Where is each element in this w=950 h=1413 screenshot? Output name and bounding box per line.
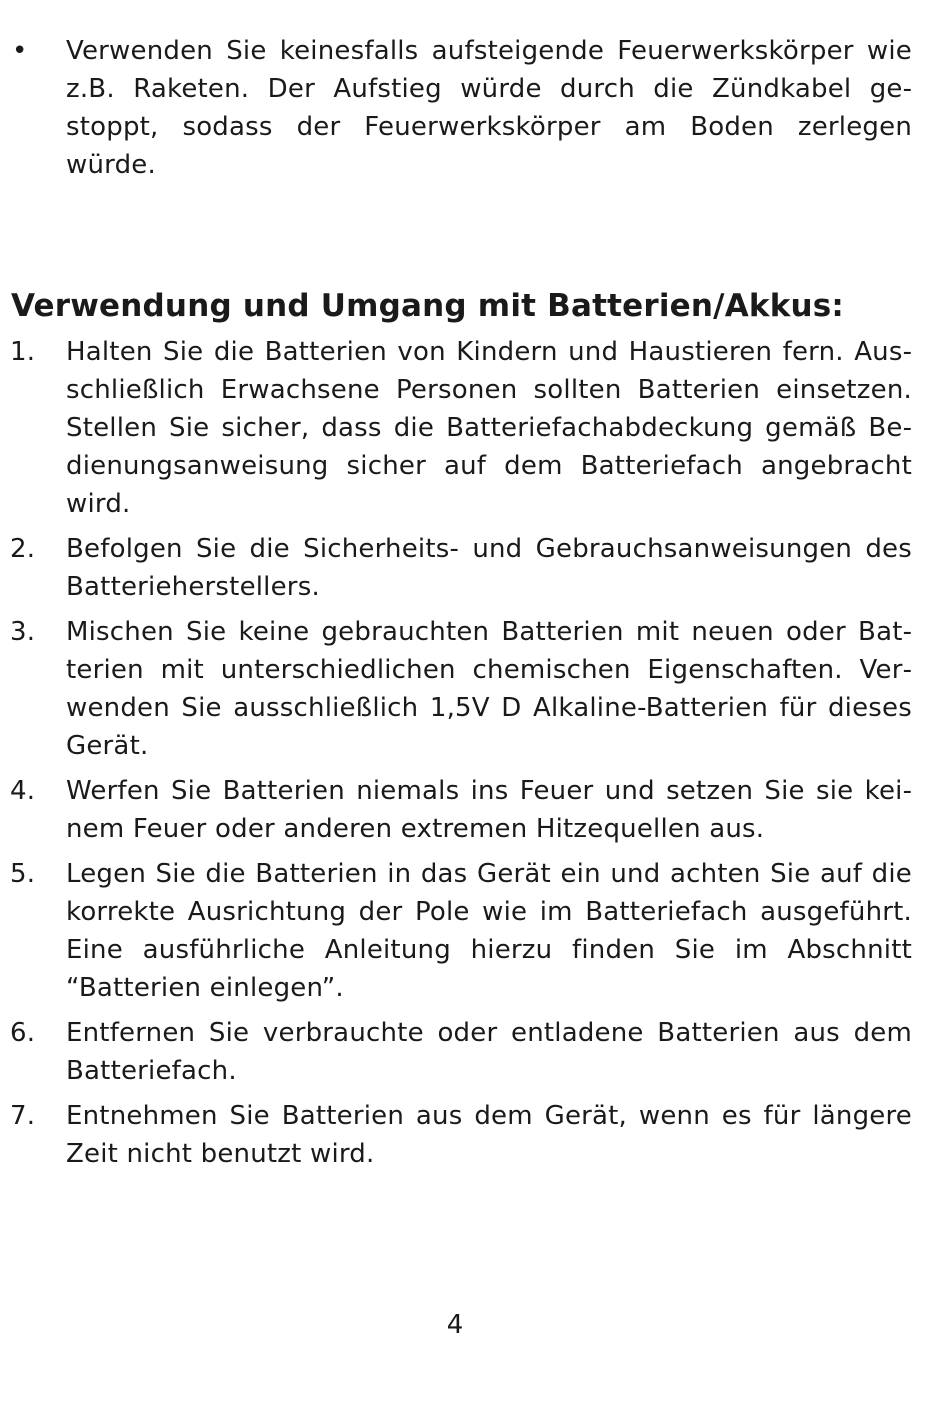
list-item-text: Halten Sie die Batterien von Kindern und Haustieren fern. Ausschließlich Erwachsene Personen sollten Batterien einsetzen. Stellen Sie sicher, dass die Batteriefachabdeckung gemäß Bedienungsanweisung sicher auf dem Batteriefach angebracht wird. xyxy=(66,337,912,519)
list-item-text: Befolgen Sie die Sicherheits- und Gebrauchsanweisungen des Batterieherstellers. xyxy=(66,534,912,602)
list-item xyxy=(0,772,950,848)
list-item xyxy=(0,1097,950,1173)
list-item-number: 4. xyxy=(10,776,36,806)
list-item xyxy=(0,1014,950,1090)
bullet-marker: • xyxy=(12,36,28,66)
list-item-text: Mischen Sie keine gebrauchten Batterien mit neuen oder Batterien mit unterschiedlichen chemischen Eigenschaften. Verwenden Sie ausschließlich 1,5V D Alkaline-Batterien für dieses Gerät. xyxy=(66,617,912,761)
page-number: 4 xyxy=(446,1310,464,1340)
bullet-item xyxy=(0,32,950,184)
bullet-list xyxy=(0,32,950,184)
battery-instructions-list xyxy=(0,333,950,1180)
list-item-number: 2. xyxy=(10,534,36,564)
list-item-text: Legen Sie die Batterien in das Gerät ein und achten Sie auf die korrekte Ausrichtung der Pole wie im Batteriefach ausgeführt. Eine ausführliche Anleitung hierzu finden Sie im Abschnitt “Batterien einlegen”. xyxy=(66,859,912,1003)
list-item-number: 3. xyxy=(10,617,36,647)
list-item-number: 1. xyxy=(10,337,36,367)
list-item xyxy=(0,530,950,606)
list-item-number: 7. xyxy=(10,1101,36,1131)
list-item xyxy=(0,855,950,1007)
list-item xyxy=(0,613,950,765)
list-item xyxy=(0,333,950,523)
bullet-item-text: Verwenden Sie keinesfalls aufsteigende Feuerwerkskörper wie z.B. Raketen. Der Aufstieg würde durch die Zündkabel gestoppt, sodass der Feuerwerkskörper am Boden zerlegen würde. xyxy=(66,36,912,180)
list-item-text: Werfen Sie Batterien niemals ins Feuer und setzen Sie sie keinem Feuer oder anderen extremen Hitzequellen aus. xyxy=(66,776,912,844)
section-heading: Verwendung und Umgang mit Batterien/Akkus: xyxy=(11,288,845,324)
list-item-number: 5. xyxy=(10,859,36,889)
list-item-text: Entfernen Sie verbrauchte oder entladene Batterien aus dem Batteriefach. xyxy=(66,1018,912,1086)
list-item-number: 6. xyxy=(10,1018,36,1048)
list-item-text: Entnehmen Sie Batterien aus dem Gerät, wenn es für längere Zeit nicht benutzt wird. xyxy=(66,1101,912,1169)
